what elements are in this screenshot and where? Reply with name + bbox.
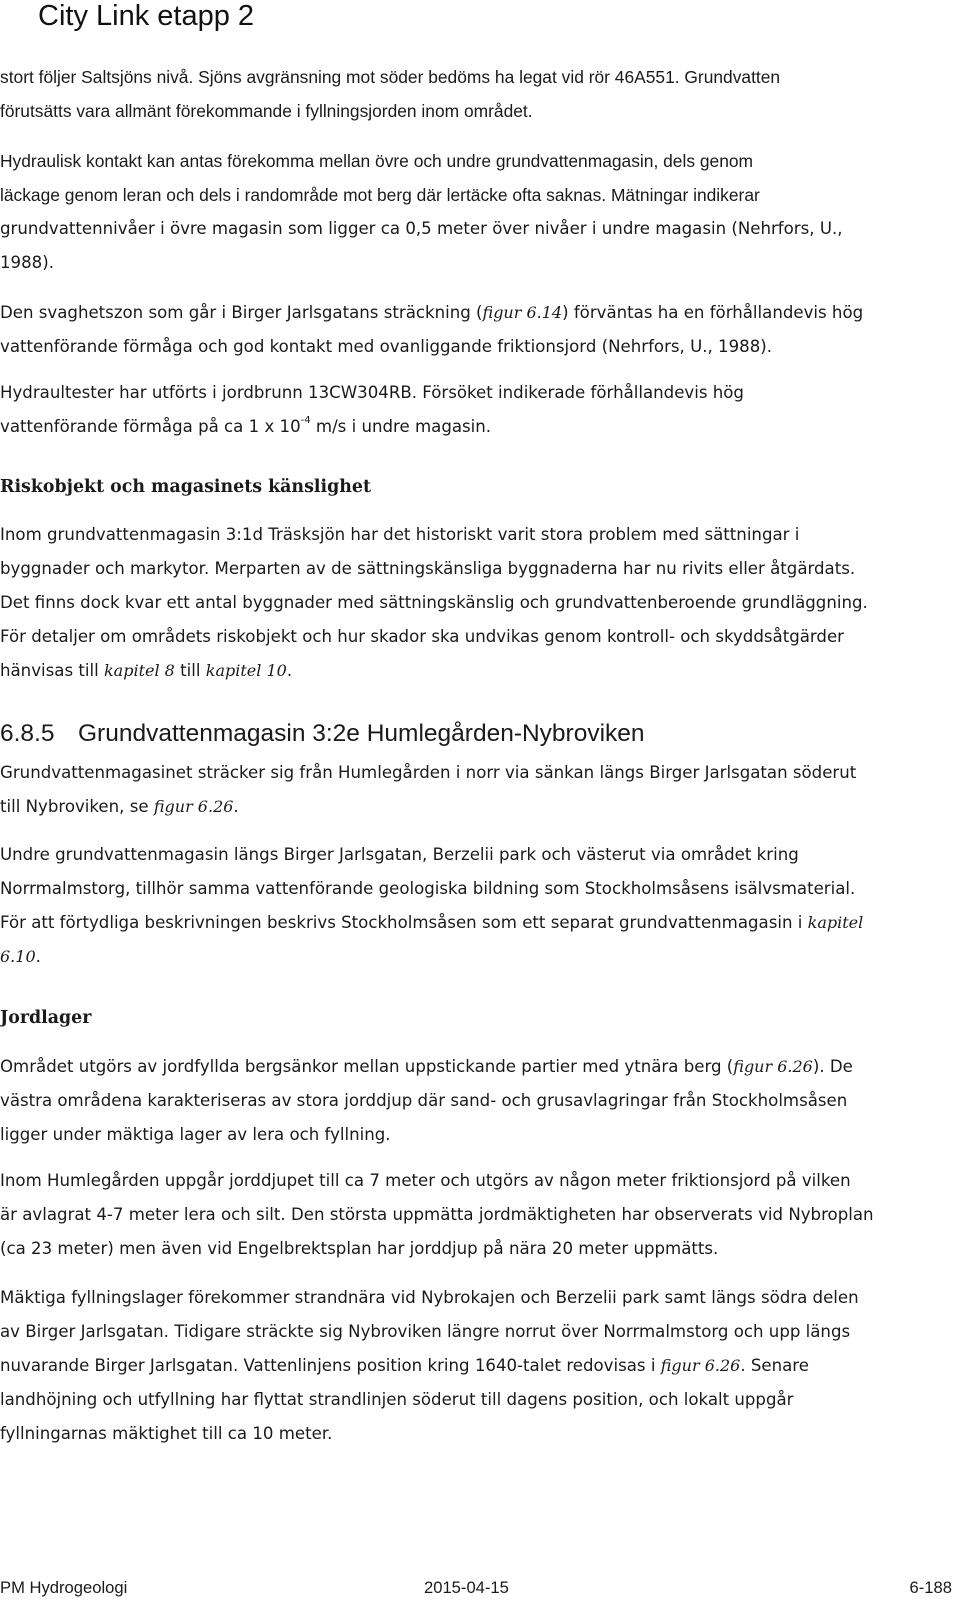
text-line: Inom grundvattenmagasin 3:1d Träsksjön har det historiskt varit stora problem med sättningar i	[0, 525, 800, 544]
text-line: av Birger Jarlsgatan. Tidigare sträckte sig Nybroviken längre norrut över Norrmalmstorg och upp längs	[0, 1322, 851, 1341]
footer-document-name: PM Hydrogeologi	[0, 1578, 128, 1597]
text-line: förutsätts vara allmänt förekommande i fyllningsjorden inom området.	[0, 101, 533, 121]
figure-reference-link[interactable]: figur 6.14	[482, 303, 563, 322]
text-line: (ca 23 meter) men även vid Engelbrektsplan har jorddjup på nära 20 meter uppmätts.	[0, 1239, 719, 1258]
figure-reference-link[interactable]: figur 6.26	[660, 1356, 741, 1375]
section-title: Grundvattenmagasin 3:2e Humlegården-Nybroviken	[78, 720, 645, 747]
paragraph-soil-depth	[0, 1164, 952, 1266]
paragraph-soil-overview	[0, 1050, 952, 1152]
text-run: till	[174, 661, 206, 680]
subheading-risk-objects: Riskobjekt och magasinets känslighet	[0, 477, 371, 497]
text-run: ) förväntas ha en förhållandevis hög	[562, 303, 864, 322]
text-line: landhöjning och utfyllning har flyttat strandlinjen söderut till dagens position, och lokalt uppgår	[0, 1390, 794, 1409]
text-run: .	[286, 661, 293, 680]
text-line: Mäktiga fyllningslager förekommer strandnära vid Nybrokajen och Berzelii park samt längs södra delen	[0, 1288, 859, 1307]
text-run: m/s i undre magasin.	[310, 417, 492, 436]
text-run: vattenförande förmåga på ca 1 x 10	[0, 417, 301, 436]
text-run: ). De	[812, 1057, 853, 1076]
text-line: är avlagrat 4-7 meter lera och silt. Den största uppmätta jordmäktigheten har observerats vid Nybroplan	[0, 1205, 874, 1224]
text-line: Norrmalmstorg, tillhör samma vattenförande geologiska bildning som Stockholmsåsens isälvsmaterial.	[0, 879, 856, 898]
text-line: 1988).	[0, 253, 54, 272]
chapter-reference-link[interactable]: 6.10	[0, 947, 36, 966]
footer-page-number: 6-188	[909, 1578, 952, 1597]
text-line	[0, 906, 952, 940]
section-number: 6.8.5	[0, 720, 55, 747]
text-line	[0, 1050, 952, 1084]
text-line	[0, 940, 952, 974]
page-header-title: City Link etapp 2	[38, 0, 255, 32]
subheading-soil-layers: Jordlager	[0, 1008, 92, 1028]
text-run: hänvisas till	[0, 661, 104, 680]
page-footer	[0, 1578, 952, 1606]
text-line: grundvattennivåer i övre magasin som ligger ca 0,5 meter över nivåer i undre magasin (Nehrfors, U.,	[0, 219, 843, 238]
chapter-reference-link[interactable]: kapitel 8	[103, 661, 175, 680]
text-line	[0, 1349, 952, 1383]
text-run: till Nybroviken, se	[0, 797, 154, 816]
text-line: stort följer Saltsjöns nivå. Sjöns avgränsning mot söder bedöms ha legat vid rör 46A551. Grundvatten	[0, 67, 781, 87]
text-run: Den svaghetszon som går i Birger Jarlsgatans sträckning (	[0, 303, 483, 322]
text-run: .	[233, 797, 239, 816]
text-run: Området utgörs av jordfyllda bergsänkor mellan uppstickande partier med ytnära berg (	[0, 1057, 734, 1076]
text-run: För att förtydliga beskrivningen beskrivs Stockholmsåsen som ett separat grundvattenmagasin i	[0, 913, 808, 932]
paragraph-aquifer-extent	[0, 756, 952, 824]
section-heading	[0, 717, 645, 751]
text-line	[0, 790, 952, 824]
text-line: västra områdena karakteriseras av stora jorddjup där sand- och grusavlagringar från Stockholmsåsen	[0, 1091, 848, 1110]
text-run: . Senare	[740, 1356, 809, 1375]
text-line: Inom Humlegården uppgår jorddjupet till ca 7 meter och utgörs av någon meter friktionsjord på vilken	[0, 1171, 851, 1190]
text-line: Hydraultester har utförts i jordbrunn 13CW304RB. Försöket indikerade förhållandevis hög	[0, 383, 744, 402]
paragraph-lower-aquifer	[0, 838, 952, 974]
text-line: Undre grundvattenmagasin längs Birger Jarlsgatan, Berzelii park och västerut via området kring	[0, 845, 799, 864]
text-line: För detaljer om områdets riskobjekt och hur skador ska undvikas genom kontroll- och skyddsåtgärder	[0, 627, 844, 646]
text-line: Det finns dock kvar ett antal byggnader med sättningskänslig och grundvattenberoende grundläggning.	[0, 593, 868, 612]
text-line	[0, 296, 952, 330]
chapter-reference-link[interactable]: kapitel	[807, 913, 864, 932]
paragraph-hydraulic-contact	[0, 144, 952, 280]
text-line: Hydraulisk kontakt kan antas förekomma mellan övre och undre grundvattenmagasin, dels genom	[0, 151, 754, 171]
chapter-reference-link[interactable]: kapitel 10	[205, 661, 287, 680]
paragraph-weakness-zone	[0, 296, 952, 364]
paragraph-groundwater-extent	[0, 60, 952, 128]
text-line: läckage genom leran och dels i randområde mot berg där lertäcke ofta saknas. Mätningar indikerar	[0, 185, 760, 205]
paragraph-risk-objects	[0, 518, 952, 688]
paragraph-hydraulic-tests	[0, 376, 952, 444]
text-line: vattenförande förmåga och god kontakt med ovanliggande friktionsjord (Nehrfors, U., 1988).	[0, 337, 773, 356]
text-line	[0, 410, 952, 444]
paragraph-fill-layers	[0, 1281, 952, 1451]
text-line: fyllningarnas mäktighet till ca 10 meter.	[0, 1424, 333, 1443]
text-run: .	[35, 947, 41, 966]
text-run: nuvarande Birger Jarlsgatan. Vattenlinjens position kring 1640-talet redovisas i	[0, 1356, 661, 1375]
text-line: byggnader och markytor. Merparten av de sättningskänsliga byggnaderna har nu rivits eller åtgärdats.	[0, 559, 856, 578]
text-line	[0, 654, 952, 688]
footer-date: 2015-04-15	[424, 1578, 509, 1597]
figure-reference-link[interactable]: figur 6.26	[733, 1057, 813, 1076]
figure-reference-link[interactable]: figur 6.26	[153, 797, 234, 816]
exponent: -4	[300, 415, 311, 427]
text-line: Grundvattenmagasinet sträcker sig från Humlegården i norr via sänkan längs Birger Jarlsgatan söderut	[0, 763, 857, 782]
text-line: ligger under mäktiga lager av lera och fyllning.	[0, 1125, 391, 1144]
